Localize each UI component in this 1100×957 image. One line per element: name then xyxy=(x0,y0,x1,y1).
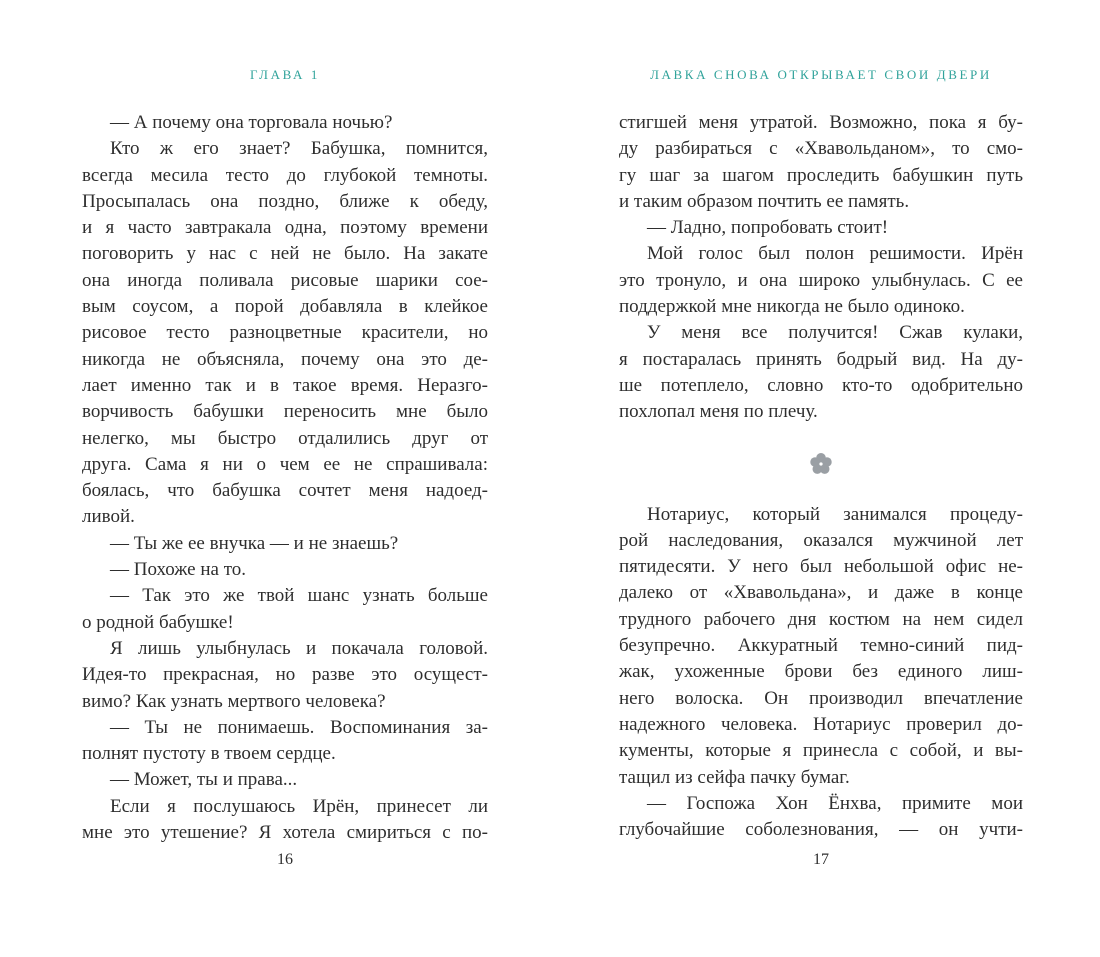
page-left-text xyxy=(82,110,488,846)
paragraph xyxy=(82,531,488,557)
paragraph xyxy=(619,241,1023,320)
text-line: Нотариус, который занимался процеду- xyxy=(647,503,1023,525)
text-line: вым соусом, а порой добавляла в клейкое xyxy=(82,296,488,318)
paragraph xyxy=(619,110,1023,215)
text-line: это тронуло, и она широко улыбнулась. С ее xyxy=(619,269,1023,291)
text-line: ше потеплело, словно кто-то одобрительно xyxy=(619,374,1023,396)
text-line: — Может, ты и права... xyxy=(110,769,298,791)
page-number-right: 17 xyxy=(813,851,829,868)
text-line: него волоска. Он производил впечатление xyxy=(619,687,1023,709)
text-line: безупречно. Аккуратный темно-синий пид- xyxy=(619,635,1023,657)
paragraph xyxy=(619,320,1023,425)
flower-ornament-icon xyxy=(808,451,834,477)
text-line: лает именно так и в такое время. Неразго- xyxy=(82,374,488,396)
page-number-left: 16 xyxy=(277,851,293,868)
text-line: — Ладно, попробовать стоит! xyxy=(647,217,889,239)
text-line: стигшей меня утратой. Возможно, пока я бу- xyxy=(619,112,1023,133)
text-line: гу шаг за шагом проследить бабушкин путь xyxy=(619,164,1023,186)
text-line: трудного рабочего дня костюм на нем сидел xyxy=(619,608,1023,630)
text-line: — А почему она торговала ночью? xyxy=(110,112,393,133)
paragraph xyxy=(619,791,1023,844)
text-line: Просыпалась она поздно, ближе к обеду, xyxy=(82,190,488,212)
text-line: нелегко, мы быстро отдалились друг от xyxy=(82,427,488,449)
text-line: и я часто завтракала одна, поэтому времени xyxy=(82,217,488,239)
paragraph xyxy=(82,557,488,583)
text-line: друга. Сама я ни о чем ее не спрашивала: xyxy=(82,453,488,475)
page-right xyxy=(619,0,1023,957)
text-line: похлопал меня по плечу. xyxy=(619,401,818,423)
page-right-text xyxy=(619,110,1023,843)
paragraph xyxy=(82,636,488,715)
text-line: боялась, что бабушка сочтет меня надоед- xyxy=(82,480,488,502)
text-line: поговорить у нас с ней не было. На закате xyxy=(82,243,488,265)
paragraph xyxy=(82,767,488,793)
paragraph xyxy=(82,136,488,530)
text-line: жак, ухоженные брови без единого лиш- xyxy=(619,661,1023,683)
text-line: — Похоже на то. xyxy=(110,559,247,581)
section-break-ornament xyxy=(619,426,1023,502)
paragraph xyxy=(619,215,1023,241)
text-line: вимо? Как узнать мертвого человека? xyxy=(82,690,386,712)
paragraph xyxy=(82,794,488,847)
text-line: Мой голос был полон решимости. Ирён xyxy=(647,243,1023,265)
text-line: рисовое тесто разноцветные красители, но xyxy=(82,322,488,344)
paragraph xyxy=(82,110,488,136)
running-title: ЛАВКА СНОВА ОТКРЫВАЕТ СВОИ ДВЕРИ xyxy=(650,67,992,82)
paragraph xyxy=(619,502,1023,791)
text-line: я постаралась принять бодрый вид. На ду- xyxy=(619,348,1023,370)
text-line: полнят пустоту в твоем сердце. xyxy=(82,743,336,765)
text-line: ду разбираться с «Хвавольданом», то смо- xyxy=(619,138,1023,160)
text-line: тащил из сейфа пачку бумаг. xyxy=(619,766,850,788)
text-line: — Так это же твой шанс узнать больше xyxy=(110,585,488,607)
text-line: ворчивость бабушки переносить мне было xyxy=(82,401,488,423)
text-line: — Ты же ее внучка — и не знаешь? xyxy=(110,532,399,554)
page-left xyxy=(82,0,488,957)
chapter-heading: ГЛАВА 1 xyxy=(250,67,320,82)
text-line: надежного человека. Нотариус проверил до- xyxy=(619,713,1023,735)
paragraph xyxy=(82,715,488,768)
text-line: никогда не объясняла, почему она это де- xyxy=(82,348,488,370)
text-line: и таким образом почтить ее память. xyxy=(619,190,910,212)
text-line: мне это утешение? Я хотела смириться с по- xyxy=(82,822,488,844)
text-line: ливой. xyxy=(82,506,135,528)
text-line: — Госпожа Хон Ёнхва, примите мои xyxy=(647,792,1023,814)
text-line: о родной бабушке! xyxy=(82,611,234,633)
text-line: Кто ж его знает? Бабушка, помнится, xyxy=(110,138,488,160)
text-line: рой наследования, оказался мужчиной лет xyxy=(619,529,1023,551)
text-line: всегда месила тесто до глубокой темноты. xyxy=(82,164,488,186)
text-line: Идея-то прекрасная, но разве это осущест- xyxy=(82,664,488,686)
text-line: она иногда поливала рисовые шарики сое- xyxy=(82,269,488,291)
paragraph xyxy=(82,583,488,636)
text-line: Если я послушаюсь Ирён, принесет ли xyxy=(110,795,488,817)
text-line: пятидесяти. У него был небольшой офис не- xyxy=(619,556,1023,578)
text-line: глубочайшие соболезнования, — он учти- xyxy=(619,819,1023,841)
text-line: Я лишь улыбнулась и покачала головой. xyxy=(110,637,488,659)
text-line: У меня все получится! Сжав кулаки, xyxy=(647,322,1023,344)
text-line: — Ты не понимаешь. Воспоминания за- xyxy=(110,716,488,738)
text-line: далеко от «Хвавольдана», и даже в конце xyxy=(619,582,1023,604)
text-line: кументы, которые я принесла с собой, и вы- xyxy=(619,740,1023,762)
text-line: поддержкой мне никогда не было одиноко. xyxy=(619,296,965,318)
